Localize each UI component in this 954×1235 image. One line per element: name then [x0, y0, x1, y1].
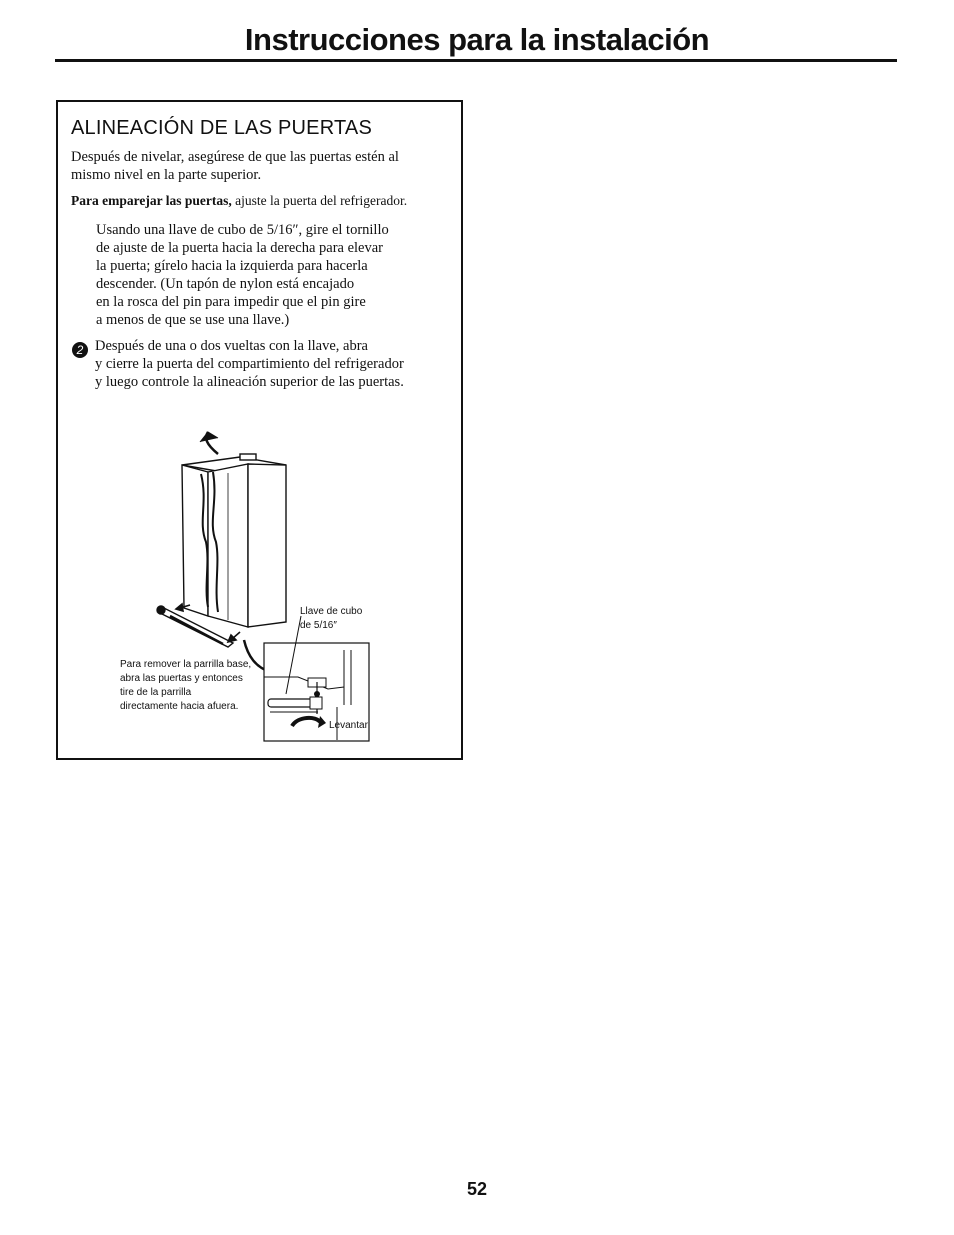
step-2-line: Después de una o dos vueltas con la llave, abra — [95, 338, 368, 354]
step-1-line: Usando una llave de cubo de 5/16″, gire el tornillo — [96, 222, 389, 238]
refrigerator-diagram — [58, 102, 461, 758]
intro-line: Después de nivelar, asegúrese de que las puertas estén al — [71, 149, 399, 165]
page-number: 52 — [466, 1179, 488, 1199]
step-2-line: y luego controle la alineación superior de las puertas. — [95, 374, 404, 390]
step-1-line: a menos de que se use una llave.) — [96, 312, 290, 328]
step-1-line: descender. (Un tapón de nylon está encajado — [96, 276, 355, 292]
door-swing-arrow-icon — [200, 432, 218, 454]
wrench-caption — [300, 605, 362, 633]
intro-line: mismo nivel en la parte superior. — [71, 167, 262, 183]
wrench-caption-line: de 5/16″ — [300, 620, 337, 631]
match-doors-text: ajuste la puerta del refrigerador. — [231, 193, 408, 208]
remove-caption-line: directamente hacia afuera. — [120, 701, 239, 712]
lift-caption: Levantar — [329, 720, 368, 731]
remove-caption-line: tire de la parrilla — [120, 687, 192, 698]
step-1-line: en la rosca del pin para impedir que el pin gire — [96, 294, 366, 310]
step-1-line: la puerta; gírelo hacia la izquierda para hacerla — [96, 258, 368, 274]
wrench-caption-line: Llave de cubo — [300, 606, 363, 617]
door-alignment-section — [56, 100, 463, 760]
refrigerator-icon — [182, 454, 286, 627]
step-2-line: y cierre la puerta del compartimiento del refrigerador — [95, 356, 404, 372]
page-title: Instrucciones para la instalación — [244, 22, 710, 57]
title-divider — [55, 59, 897, 62]
remove-caption-line: abra las puertas y entonces — [120, 673, 243, 684]
remove-caption-line: Para remover la parrilla base, — [120, 659, 252, 670]
section-heading: ALINEACIÓN DE LAS PUERTAS — [71, 117, 373, 139]
remove-grille-caption — [120, 658, 251, 714]
step-1-line: de ajuste de la puerta hacia la derecha para elevar — [96, 240, 383, 256]
match-doors-bold: Para emparejar las puertas, — [71, 193, 232, 208]
step-2-number-badge: 2 — [72, 342, 88, 358]
